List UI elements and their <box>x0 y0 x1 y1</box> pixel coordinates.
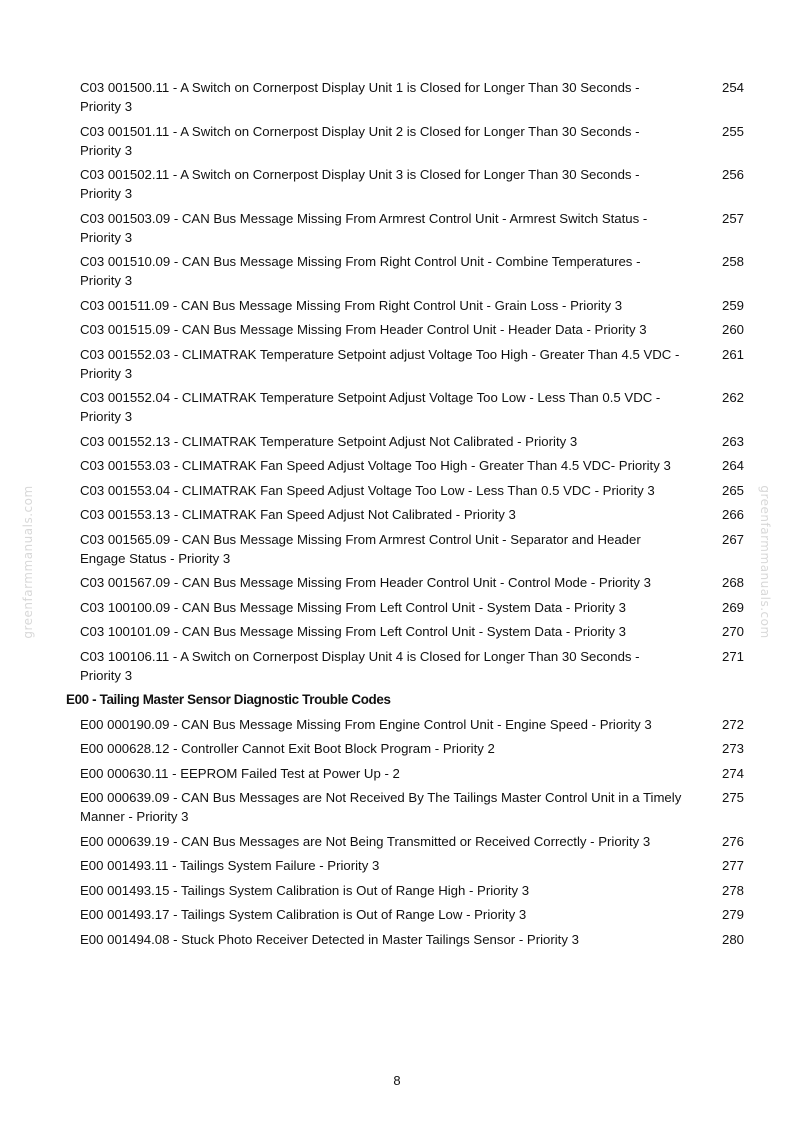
toc-entry-title: C03 001501.11 - A Switch on Cornerpost Display Unit 2 is Closed for Longer Than 30 Seconds - Priority 3 <box>80 123 640 158</box>
page-number: 8 <box>393 1073 401 1088</box>
toc-entry-title: E00 001493.11 - Tailings System Failure - Priority 3 <box>80 858 380 873</box>
toc-entry-page: 279 <box>721 907 744 922</box>
toc-entries-c03 <box>66 78 746 685</box>
toc-entry-page: 256 <box>721 167 744 182</box>
toc-entry-page: 258 <box>721 254 744 269</box>
toc-entry-title: C03 001552.04 - CLIMATRAK Temperature Setpoint Adjust Voltage Too Low - Less Than 0.5 VDC - Priority 3 <box>80 390 661 424</box>
toc-entry-page: 272 <box>721 716 744 732</box>
toc-entry-title: C03 100101.09 - CAN Bus Message Missing From Left Control Unit - System Data - Priority 3 <box>80 624 627 639</box>
toc-entry-page: 271 <box>721 648 744 664</box>
toc-entry-title: E00 000630.11 - EEPROM Failed Test at Power Up - 2 <box>80 765 400 781</box>
toc-entry[interactable] <box>66 165 746 203</box>
toc-entry-page: 277 <box>721 858 744 873</box>
toc-entry[interactable] <box>66 622 746 641</box>
toc-entry-page: 270 <box>721 624 744 639</box>
toc-entry-page: 268 <box>721 575 744 590</box>
toc-entry-page: 259 <box>721 297 744 313</box>
toc-entry-title: C03 001567.09 - CAN Bus Message Missing From Header Control Unit - Control Mode - Priority 3 <box>80 575 651 590</box>
toc-entry[interactable] <box>66 598 746 617</box>
toc-entry-title: C03 001552.13 - CLIMATRAK Temperature Setpoint Adjust Not Calibrated - Priority 3 <box>80 433 578 449</box>
toc-entry[interactable] <box>66 345 746 383</box>
toc-entry[interactable] <box>66 481 746 500</box>
toc-entry[interactable] <box>66 930 746 949</box>
toc-entries-e00 <box>66 715 746 949</box>
toc-entry-title: C03 100100.09 - CAN Bus Message Missing From Left Control Unit - System Data - Priority 3 <box>80 599 627 615</box>
toc-entry[interactable] <box>66 573 746 592</box>
toc-entry-title: C03 001515.09 - CAN Bus Message Missing From Header Control Unit - Header Data - Priority 3 <box>80 322 647 337</box>
toc-entry[interactable] <box>66 832 746 851</box>
toc-entry-title: C03 001565.09 - CAN Bus Message Missing From Armrest Control Unit - Separator and Header Engage Status - Priority 3 <box>80 531 641 566</box>
toc-entry-page: 278 <box>721 882 744 898</box>
toc-entry-page: 267 <box>721 531 744 547</box>
toc-entry-title: E00 001493.17 - Tailings System Calibration is Out of Range Low - Priority 3 <box>80 907 527 922</box>
toc-entry[interactable] <box>66 78 746 116</box>
toc-entry-title: C03 001553.13 - CLIMATRAK Fan Speed Adjust Not Calibrated - Priority 3 <box>80 507 516 522</box>
toc-entry[interactable] <box>66 505 746 524</box>
toc-entry[interactable] <box>66 320 746 339</box>
toc-entry[interactable] <box>66 905 746 924</box>
toc-entry-title: E00 000190.09 - CAN Bus Message Missing From Engine Control Unit - Engine Speed - Priority 3 <box>80 716 652 732</box>
toc-entry[interactable] <box>66 856 746 875</box>
toc-entry-page: 261 <box>721 346 744 362</box>
toc-entry-page: 265 <box>721 482 744 498</box>
toc-entry[interactable] <box>66 530 746 568</box>
toc-entry-title: C03 001510.09 - CAN Bus Message Missing From Right Control Unit - Combine Temperatures - Priority 3 <box>80 254 641 288</box>
toc-entry-page: 257 <box>721 210 744 226</box>
toc-entry-page: 254 <box>721 80 744 95</box>
toc-entry-title: E00 001493.15 - Tailings System Calibration is Out of Range High - Priority 3 <box>80 882 530 898</box>
watermark-right: greenfarmmanuals.com <box>758 485 772 639</box>
toc-entry-title: E00 000639.19 - CAN Bus Messages are Not Being Transmitted or Received Correctly - Priority 3 <box>80 833 651 849</box>
toc-entry-title: C03 001552.03 - CLIMATRAK Temperature Setpoint adjust Voltage Too High - Greater Than 4.5 VDC - Priority 3 <box>80 346 680 381</box>
toc-entry[interactable] <box>66 432 746 451</box>
table-of-contents <box>66 78 746 954</box>
toc-entry-page: 274 <box>721 765 744 781</box>
toc-entry-page: 264 <box>721 458 744 473</box>
toc-entry-title: C03 001511.09 - CAN Bus Message Missing From Right Control Unit - Grain Loss - Priority 3 <box>80 297 623 313</box>
toc-entry-title: E00 001494.08 - Stuck Photo Receiver Detected in Master Tailings Sensor - Priority 3 <box>80 931 579 947</box>
toc-entry-page: 266 <box>721 507 744 522</box>
toc-entry-page: 280 <box>721 931 744 947</box>
toc-entry[interactable] <box>66 788 746 826</box>
toc-entry-page: 260 <box>721 322 744 337</box>
toc-entry-title: C03 001553.04 - CLIMATRAK Fan Speed Adjust Voltage Too Low - Less Than 0.5 VDC - Priority 3 <box>80 482 655 498</box>
toc-entry[interactable] <box>66 881 746 900</box>
toc-entry-page: 255 <box>721 123 744 139</box>
toc-entry[interactable] <box>66 456 746 475</box>
toc-entry-title: E00 000639.09 - CAN Bus Messages are Not Received By The Tailings Master Control Unit in a Timely Manner - Priority 3 <box>80 790 682 824</box>
toc-entry-page: 263 <box>721 433 744 449</box>
toc-entry[interactable] <box>66 647 746 685</box>
toc-entry-page: 262 <box>721 390 744 405</box>
toc-entry[interactable] <box>66 252 746 290</box>
toc-entry-page: 269 <box>721 599 744 615</box>
toc-entry-title: E00 000628.12 - Controller Cannot Exit Boot Block Program - Priority 2 <box>80 741 495 756</box>
watermark-left: greenfarmmanuals.com <box>21 485 35 639</box>
toc-entry-title: C03 001502.11 - A Switch on Cornerpost Display Unit 3 is Closed for Longer Than 30 Seconds - Priority 3 <box>80 167 640 201</box>
toc-entry[interactable] <box>66 209 746 247</box>
toc-entry[interactable] <box>66 739 746 758</box>
toc-entry-page: 275 <box>721 790 744 805</box>
toc-entry[interactable] <box>66 764 746 783</box>
toc-entry-title: C03 001500.11 - A Switch on Cornerpost Display Unit 1 is Closed for Longer Than 30 Seconds - Priority 3 <box>80 80 640 114</box>
toc-entry[interactable] <box>66 388 746 426</box>
section-heading: E00 - Tailing Master Sensor Diagnostic Trouble Codes <box>66 692 391 707</box>
toc-entry[interactable] <box>66 122 746 160</box>
toc-entry-title: C03 100106.11 - A Switch on Cornerpost Display Unit 4 is Closed for Longer Than 30 Seconds - Priority 3 <box>80 648 640 683</box>
toc-entry[interactable] <box>66 296 746 315</box>
toc-entry-title: C03 001553.03 - CLIMATRAK Fan Speed Adjust Voltage Too High - Greater Than 4.5 VDC- Priority 3 <box>80 458 671 473</box>
toc-entry[interactable] <box>66 715 746 734</box>
toc-entry-page: 276 <box>721 833 744 849</box>
toc-entry-title: C03 001503.09 - CAN Bus Message Missing From Armrest Control Unit - Armrest Switch Status - Priority 3 <box>80 210 648 245</box>
toc-entry-page: 273 <box>721 741 744 756</box>
